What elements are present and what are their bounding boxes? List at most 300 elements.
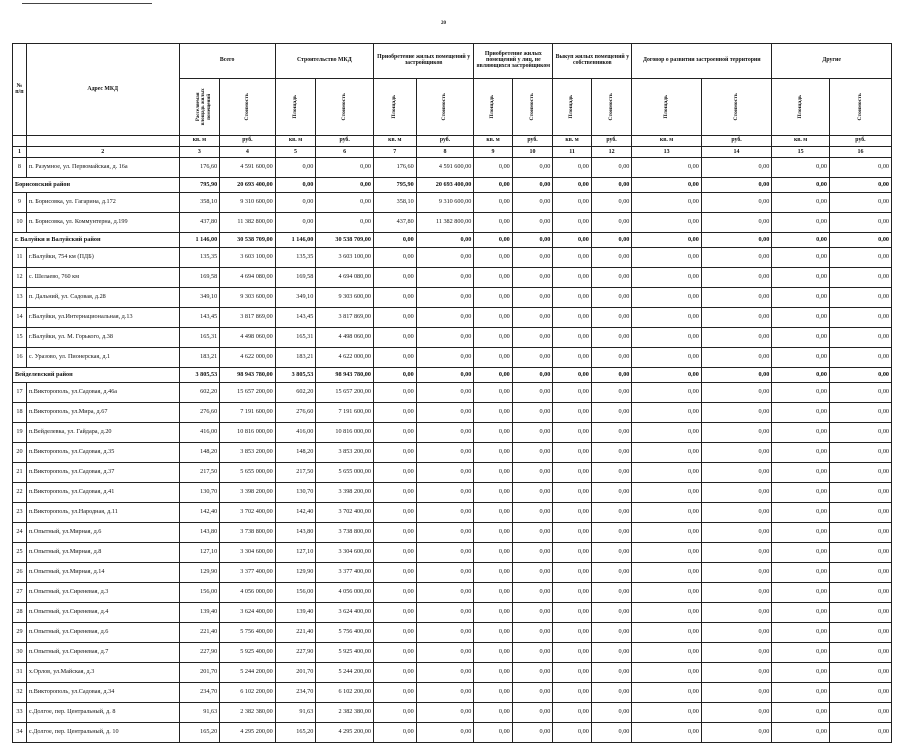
- value-cell: 11 382 800,00: [220, 213, 276, 233]
- value-cell: 0,00: [474, 603, 512, 623]
- value-cell: 0,00: [701, 288, 772, 308]
- value-cell: 416,00: [275, 423, 316, 443]
- value-cell: 0,00: [829, 233, 891, 248]
- value-cell: 0,00: [553, 523, 591, 543]
- value-cell: 183,21: [179, 348, 220, 368]
- row-number: 31: [13, 663, 27, 683]
- table-row: [13, 703, 892, 723]
- value-cell: 0,00: [553, 683, 591, 703]
- value-cell: 0,00: [416, 328, 474, 348]
- value-cell: 0,00: [474, 663, 512, 683]
- value-cell: 0,00: [416, 663, 474, 683]
- table-row: [13, 603, 892, 623]
- value-cell: 0,00: [474, 248, 512, 268]
- value-cell: 0,00: [416, 483, 474, 503]
- value-cell: 4 591 600,00: [220, 158, 276, 178]
- value-cell: 0,00: [632, 423, 701, 443]
- header-group-construction: Строительство МКД: [275, 44, 373, 79]
- value-cell: 0,00: [553, 348, 591, 368]
- value-cell: 0,00: [701, 503, 772, 523]
- address-cell: п.Викторополь, ул.Садовая, д.41: [26, 483, 179, 503]
- top-rule: [22, 3, 152, 4]
- row-number: 12: [13, 268, 27, 288]
- value-cell: 130,70: [179, 483, 220, 503]
- value-cell: 221,40: [179, 623, 220, 643]
- value-cell: 0,00: [416, 623, 474, 643]
- value-cell: 0,00: [701, 233, 772, 248]
- header-cost: Стоимость: [220, 79, 276, 136]
- value-cell: 0,00: [512, 723, 553, 743]
- table-row: [13, 423, 892, 443]
- value-cell: 0,00: [512, 193, 553, 213]
- value-cell: 4 591 600,00: [416, 158, 474, 178]
- value-cell: 0,00: [772, 563, 830, 583]
- value-cell: 0,00: [701, 328, 772, 348]
- value-cell: 0,00: [416, 503, 474, 523]
- value-cell: 0,00: [772, 703, 830, 723]
- value-cell: 0,00: [772, 403, 830, 423]
- value-cell: 0,00: [373, 328, 416, 348]
- address-cell: п.Опытный, ул.Мирная, д.8: [26, 543, 179, 563]
- value-cell: 795,90: [179, 178, 220, 193]
- value-cell: 0,00: [772, 213, 830, 233]
- value-cell: 0,00: [701, 423, 772, 443]
- header-group-developers: Приобретение жилых помещений у застройщиков: [373, 44, 473, 79]
- value-cell: 0,00: [512, 328, 553, 348]
- value-cell: 143,45: [275, 308, 316, 328]
- value-cell: 0,00: [772, 603, 830, 623]
- column-number: 2: [26, 147, 179, 158]
- value-cell: 0,00: [591, 703, 632, 723]
- value-cell: 0,00: [512, 233, 553, 248]
- value-cell: 0,00: [512, 423, 553, 443]
- value-cell: 0,00: [416, 603, 474, 623]
- value-cell: 3 805,53: [275, 368, 316, 383]
- value-cell: 0,00: [772, 443, 830, 463]
- value-cell: 9 303 600,00: [316, 288, 374, 308]
- value-cell: 0,00: [701, 308, 772, 328]
- value-cell: 0,00: [474, 723, 512, 743]
- value-cell: 0,00: [373, 233, 416, 248]
- header-cost: Стоимость: [591, 79, 632, 136]
- value-cell: 3 805,53: [179, 368, 220, 383]
- value-cell: 165,31: [179, 328, 220, 348]
- value-cell: 0,00: [512, 248, 553, 268]
- value-cell: 0,00: [373, 623, 416, 643]
- value-cell: 0,00: [373, 288, 416, 308]
- value-cell: 0,00: [829, 383, 891, 403]
- value-cell: 0,00: [632, 523, 701, 543]
- value-cell: 0,00: [591, 423, 632, 443]
- unit-cost: руб.: [591, 136, 632, 147]
- value-cell: 0,00: [553, 663, 591, 683]
- value-cell: 0,00: [512, 368, 553, 383]
- value-cell: 0,00: [701, 348, 772, 368]
- value-cell: 0,00: [416, 403, 474, 423]
- value-cell: 0,00: [512, 268, 553, 288]
- value-cell: 201,70: [179, 663, 220, 683]
- value-cell: 0,00: [701, 403, 772, 423]
- table-row: [13, 503, 892, 523]
- column-number: 4: [220, 147, 276, 158]
- column-number: 6: [316, 147, 374, 158]
- value-cell: 0,00: [416, 308, 474, 328]
- header-cost: Стоимость: [701, 79, 772, 136]
- value-cell: 0,00: [632, 543, 701, 563]
- value-cell: 0,00: [553, 583, 591, 603]
- value-cell: 0,00: [553, 723, 591, 743]
- value-cell: 0,00: [632, 503, 701, 523]
- value-cell: 1 146,00: [179, 233, 220, 248]
- value-cell: 0,00: [512, 483, 553, 503]
- value-cell: 0,00: [829, 603, 891, 623]
- value-cell: 0,00: [772, 483, 830, 503]
- value-cell: 3 853 200,00: [220, 443, 276, 463]
- value-cell: 3 624 400,00: [316, 603, 374, 623]
- value-cell: 0,00: [474, 383, 512, 403]
- table-row: [13, 463, 892, 483]
- value-cell: 3 738 800,00: [316, 523, 374, 543]
- table-row: [13, 288, 892, 308]
- value-cell: 0,00: [553, 483, 591, 503]
- column-number: 9: [474, 147, 512, 158]
- header-address: Адрес МКД: [26, 44, 179, 136]
- value-cell: 0,00: [373, 683, 416, 703]
- value-cell: 0,00: [829, 158, 891, 178]
- value-cell: 0,00: [591, 348, 632, 368]
- value-cell: 0,00: [632, 193, 701, 213]
- value-cell: 0,00: [701, 723, 772, 743]
- subtotal-row: [13, 368, 892, 383]
- value-cell: 0,00: [591, 213, 632, 233]
- value-cell: 0,00: [416, 368, 474, 383]
- value-cell: 3 377 400,00: [220, 563, 276, 583]
- value-cell: 0,00: [553, 233, 591, 248]
- value-cell: 0,00: [474, 563, 512, 583]
- value-cell: 30 538 709,00: [316, 233, 374, 248]
- header-group-non-developers: Приобретение жилых помещений у лиц, не являющихся застройщиком: [474, 44, 553, 79]
- value-cell: 0,00: [553, 268, 591, 288]
- value-cell: 234,70: [179, 683, 220, 703]
- value-cell: 0,00: [474, 423, 512, 443]
- value-cell: 165,20: [179, 723, 220, 743]
- value-cell: 139,40: [179, 603, 220, 623]
- value-cell: 0,00: [416, 423, 474, 443]
- value-cell: 0,00: [553, 308, 591, 328]
- value-cell: 15 657 200,00: [220, 383, 276, 403]
- value-cell: 0,00: [701, 178, 772, 193]
- value-cell: 0,00: [701, 213, 772, 233]
- value-cell: 0,00: [373, 523, 416, 543]
- address-cell: п.Опытный, ул.Мирная, д.14: [26, 563, 179, 583]
- value-cell: 416,00: [179, 423, 220, 443]
- column-number: 14: [701, 147, 772, 158]
- value-cell: 437,80: [179, 213, 220, 233]
- value-cell: 0,00: [829, 328, 891, 348]
- value-cell: 0,00: [772, 643, 830, 663]
- header-group-other: Другие: [772, 44, 892, 79]
- district-name: Вейделевский район: [13, 368, 180, 383]
- address-cell: п.Викторополь, ул.Садовая, д.46а: [26, 383, 179, 403]
- address-cell: п.Викторополь, ул.Садовая, д.37: [26, 463, 179, 483]
- value-cell: 227,90: [179, 643, 220, 663]
- value-cell: 0,00: [373, 663, 416, 683]
- unit-area: кв. м: [275, 136, 316, 147]
- unit-cell: [26, 136, 179, 147]
- row-number: 33: [13, 703, 27, 723]
- value-cell: 0,00: [591, 723, 632, 743]
- value-cell: 0,00: [829, 703, 891, 723]
- value-cell: 3 702 400,00: [316, 503, 374, 523]
- value-cell: 0,00: [512, 683, 553, 703]
- value-cell: 0,00: [632, 443, 701, 463]
- value-cell: 0,00: [772, 583, 830, 603]
- table-row: [13, 248, 892, 268]
- value-cell: 217,50: [179, 463, 220, 483]
- value-cell: 0,00: [474, 703, 512, 723]
- subtotal-row: [13, 233, 892, 248]
- value-cell: 0,00: [829, 268, 891, 288]
- value-cell: 0,00: [474, 683, 512, 703]
- value-cell: 0,00: [829, 178, 891, 193]
- value-cell: 5 655 000,00: [220, 463, 276, 483]
- value-cell: 0,00: [474, 288, 512, 308]
- value-cell: 0,00: [512, 213, 553, 233]
- header-area: Площадь: [373, 79, 416, 136]
- value-cell: 4 498 060,00: [316, 328, 374, 348]
- address-cell: п.Опытный, ул.Сиреневая, д.3: [26, 583, 179, 603]
- value-cell: 0,00: [829, 583, 891, 603]
- value-cell: 0,00: [591, 623, 632, 643]
- value-cell: 0,00: [772, 368, 830, 383]
- row-number: 22: [13, 483, 27, 503]
- value-cell: 0,00: [701, 248, 772, 268]
- table-row: [13, 723, 892, 743]
- header-cost: Стоимость: [512, 79, 553, 136]
- value-cell: 0,00: [632, 583, 701, 603]
- header-group-development-contract: Договор о развитии застроенной территории: [632, 44, 772, 79]
- value-cell: 0,00: [701, 463, 772, 483]
- value-cell: 0,00: [701, 643, 772, 663]
- address-cell: п. Дальний, ул. Садовая, д.28: [26, 288, 179, 308]
- value-cell: 0,00: [632, 348, 701, 368]
- value-cell: 0,00: [772, 233, 830, 248]
- value-cell: 0,00: [373, 248, 416, 268]
- column-number: 15: [772, 147, 830, 158]
- header-cost: Стоимость: [316, 79, 374, 136]
- value-cell: 0,00: [512, 583, 553, 603]
- value-cell: 0,00: [772, 523, 830, 543]
- value-cell: 0,00: [632, 328, 701, 348]
- table-row: [13, 348, 892, 368]
- value-cell: 0,00: [553, 403, 591, 423]
- value-cell: 0,00: [512, 523, 553, 543]
- value-cell: 358,10: [373, 193, 416, 213]
- value-cell: 176,60: [179, 158, 220, 178]
- value-cell: 127,10: [179, 543, 220, 563]
- value-cell: 0,00: [416, 248, 474, 268]
- value-cell: 0,00: [701, 543, 772, 563]
- value-cell: 0,00: [591, 248, 632, 268]
- table-row: [13, 663, 892, 683]
- table-row: [13, 583, 892, 603]
- value-cell: 4 056 000,00: [316, 583, 374, 603]
- value-cell: 3 304 600,00: [316, 543, 374, 563]
- value-cell: 0,00: [591, 683, 632, 703]
- value-cell: 0,00: [553, 643, 591, 663]
- value-cell: 0,00: [416, 348, 474, 368]
- value-cell: 176,60: [373, 158, 416, 178]
- value-cell: 0,00: [373, 463, 416, 483]
- row-number: 28: [13, 603, 27, 623]
- value-cell: 0,00: [829, 423, 891, 443]
- unit-cost: руб.: [416, 136, 474, 147]
- column-number: 13: [632, 147, 701, 158]
- address-cell: г.Валуйки, ул.Интернациональная, д.13: [26, 308, 179, 328]
- row-number: 23: [13, 503, 27, 523]
- value-cell: 0,00: [591, 308, 632, 328]
- value-cell: 5 925 400,00: [316, 643, 374, 663]
- value-cell: 0,00: [275, 158, 316, 178]
- value-cell: 0,00: [829, 503, 891, 523]
- value-cell: 0,00: [373, 368, 416, 383]
- value-cell: 142,40: [179, 503, 220, 523]
- value-cell: 139,40: [275, 603, 316, 623]
- row-number: 30: [13, 643, 27, 663]
- table-row: [13, 683, 892, 703]
- value-cell: 0,00: [772, 328, 830, 348]
- header-cost: Стоимость: [829, 79, 891, 136]
- row-number: 24: [13, 523, 27, 543]
- address-cell: п.Опытный, ул.Сиреневая, д.7: [26, 643, 179, 663]
- district-name: Борисовский район: [13, 178, 180, 193]
- value-cell: 0,00: [829, 193, 891, 213]
- value-cell: 0,00: [701, 703, 772, 723]
- value-cell: 129,90: [179, 563, 220, 583]
- table-row: [13, 403, 892, 423]
- row-number: 18: [13, 403, 27, 423]
- value-cell: 0,00: [512, 308, 553, 328]
- value-cell: 0,00: [416, 703, 474, 723]
- value-cell: 165,31: [275, 328, 316, 348]
- value-cell: 0,00: [829, 213, 891, 233]
- value-cell: 0,00: [275, 213, 316, 233]
- table-row: [13, 213, 892, 233]
- value-cell: 437,80: [373, 213, 416, 233]
- value-cell: 795,90: [373, 178, 416, 193]
- value-cell: 0,00: [553, 443, 591, 463]
- value-cell: 3 398 200,00: [316, 483, 374, 503]
- value-cell: 0,00: [474, 368, 512, 383]
- unit-area: кв. м: [772, 136, 830, 147]
- header-area: Площадь: [632, 79, 701, 136]
- value-cell: 135,35: [179, 248, 220, 268]
- value-cell: 0,00: [474, 193, 512, 213]
- value-cell: 156,00: [275, 583, 316, 603]
- unit-cost: руб.: [220, 136, 276, 147]
- value-cell: 0,00: [632, 563, 701, 583]
- value-cell: 4 295 200,00: [316, 723, 374, 743]
- value-cell: 0,00: [829, 563, 891, 583]
- header-cost: Стоимость: [416, 79, 474, 136]
- unit-cost: руб.: [701, 136, 772, 147]
- value-cell: 0,00: [373, 503, 416, 523]
- value-cell: 0,00: [553, 178, 591, 193]
- value-cell: 0,00: [373, 483, 416, 503]
- value-cell: 0,00: [373, 703, 416, 723]
- column-number: 3: [179, 147, 220, 158]
- value-cell: 5 925 400,00: [220, 643, 276, 663]
- value-cell: 0,00: [474, 583, 512, 603]
- district-name: г. Валуйки и Валуйский район: [13, 233, 180, 248]
- value-cell: 0,00: [701, 158, 772, 178]
- value-cell: 0,00: [591, 663, 632, 683]
- address-cell: п. Разумное, ул. Первомайская, д. 16а: [26, 158, 179, 178]
- column-number: 7: [373, 147, 416, 158]
- value-cell: 0,00: [373, 423, 416, 443]
- value-cell: 0,00: [416, 443, 474, 463]
- header-group-total: Всего: [179, 44, 275, 79]
- value-cell: 0,00: [772, 288, 830, 308]
- value-cell: 148,20: [179, 443, 220, 463]
- value-cell: 0,00: [474, 523, 512, 543]
- value-cell: 0,00: [474, 213, 512, 233]
- value-cell: 0,00: [632, 248, 701, 268]
- table-row: [13, 308, 892, 328]
- value-cell: 4 295 200,00: [220, 723, 276, 743]
- address-cell: п.Викторополь, ул.Садовая, д.35: [26, 443, 179, 463]
- table-row: [13, 268, 892, 288]
- value-cell: 0,00: [829, 308, 891, 328]
- value-cell: 0,00: [701, 623, 772, 643]
- value-cell: 2 382 380,00: [220, 703, 276, 723]
- value-cell: 9 310 600,00: [416, 193, 474, 213]
- value-cell: 0,00: [591, 443, 632, 463]
- value-cell: 0,00: [632, 178, 701, 193]
- value-cell: 0,00: [591, 193, 632, 213]
- value-cell: 0,00: [632, 643, 701, 663]
- value-cell: 0,00: [829, 523, 891, 543]
- value-cell: 169,58: [275, 268, 316, 288]
- value-cell: 0,00: [701, 443, 772, 463]
- value-cell: 0,00: [829, 368, 891, 383]
- value-cell: 0,00: [553, 383, 591, 403]
- value-cell: 0,00: [632, 703, 701, 723]
- value-cell: 0,00: [416, 543, 474, 563]
- value-cell: 0,00: [553, 703, 591, 723]
- value-cell: 0,00: [474, 158, 512, 178]
- value-cell: 0,00: [772, 663, 830, 683]
- value-cell: 0,00: [373, 383, 416, 403]
- unit-area: кв. м: [373, 136, 416, 147]
- page-number: 20: [441, 21, 446, 26]
- value-cell: 91,63: [275, 703, 316, 723]
- value-cell: 10 816 000,00: [316, 423, 374, 443]
- value-cell: 3 398 200,00: [220, 483, 276, 503]
- value-cell: 3 377 400,00: [316, 563, 374, 583]
- address-cell: с.Долгое, пер. Центральный, д. 8: [26, 703, 179, 723]
- value-cell: 0,00: [772, 683, 830, 703]
- value-cell: 0,00: [701, 663, 772, 683]
- value-cell: 0,00: [772, 463, 830, 483]
- table-row: [13, 523, 892, 543]
- value-cell: 0,00: [474, 623, 512, 643]
- value-cell: 7 191 600,00: [220, 403, 276, 423]
- value-cell: 0,00: [632, 268, 701, 288]
- value-cell: 0,00: [474, 268, 512, 288]
- value-cell: 127,10: [275, 543, 316, 563]
- header-area: Площадь: [553, 79, 591, 136]
